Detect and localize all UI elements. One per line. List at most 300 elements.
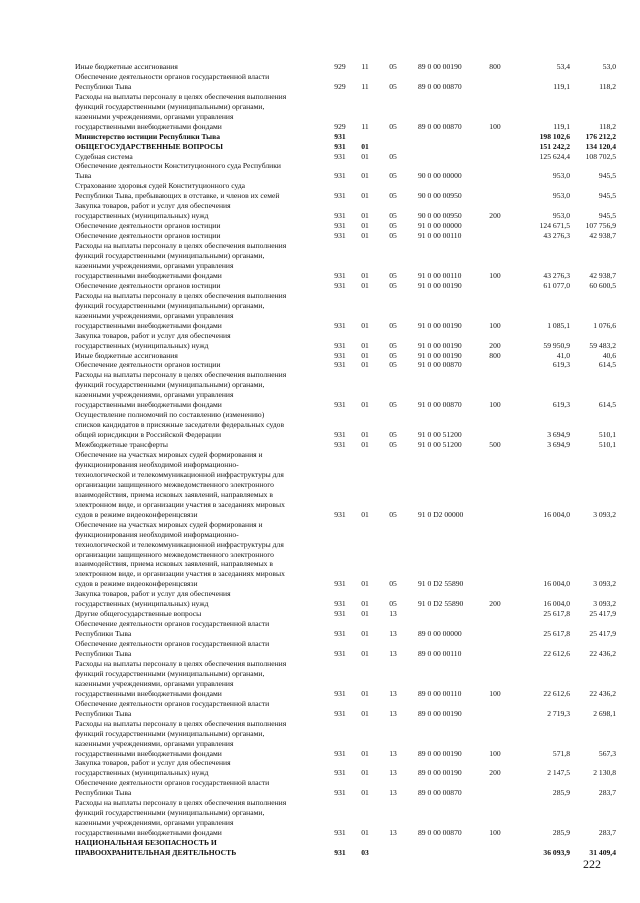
- subsection-code: 05: [389, 430, 397, 439]
- item-name: Обеспечение деятельности органов юстиции: [75, 231, 221, 240]
- item-name: государственных (муниципальных) нужд: [75, 768, 209, 777]
- subsection-code: 13: [389, 768, 397, 777]
- section-code: 01: [361, 152, 369, 161]
- amount-plan: 36 093,9: [543, 848, 570, 857]
- item-name: Закупка товаров, работ и услуг для обеспечения: [75, 331, 231, 340]
- amount-plan: 285,9: [552, 788, 570, 797]
- amount-actual: 3 093,2: [593, 599, 616, 608]
- target-article-code: 91 0 00 51200: [418, 430, 462, 439]
- item-name: Закупка товаров, работ и услуг для обеспечения: [75, 589, 231, 598]
- section-code: 01: [361, 749, 369, 758]
- target-article-code: 89 0 00 00190: [418, 749, 462, 758]
- item-name: государственных (муниципальных) нужд: [75, 341, 209, 350]
- section-code: 01: [361, 768, 369, 777]
- ved-code: 931: [334, 321, 346, 330]
- item-name: функций государственными (муниципальными) органами,: [75, 729, 265, 738]
- item-name: общей юрисдикции в Российской Федерации: [75, 430, 222, 439]
- amount-plan: 124 671,5: [539, 221, 570, 230]
- target-article-code: 89 0 00 00190: [418, 768, 462, 777]
- table-row: [0, 281, 640, 290]
- item-name: Осуществление полномочий по составлению (изменению): [75, 410, 265, 419]
- section-code: 01: [361, 221, 369, 230]
- item-name: Расходы на выплаты персоналу в целях обеспечения выполнения: [75, 719, 287, 728]
- table-row: [0, 599, 640, 608]
- subsection-code: 13: [389, 629, 397, 638]
- ved-code: 931: [334, 191, 346, 200]
- section-code: 03: [361, 848, 369, 857]
- amount-actual: 107 756,9: [585, 221, 616, 230]
- table-row: [0, 649, 640, 658]
- ved-code: 929: [334, 62, 346, 71]
- ved-code: 931: [334, 788, 346, 797]
- table-row: [0, 360, 640, 369]
- amount-plan: 571,8: [552, 749, 570, 758]
- subsection-code: 05: [389, 440, 397, 449]
- target-article-code: 91 0 00 00190: [418, 351, 462, 360]
- item-name: взаимодействия, приема исковых заявлений, направляемых в: [75, 490, 273, 499]
- table-row: [0, 331, 640, 340]
- amount-plan: 41,0: [556, 351, 570, 360]
- table-row: [0, 201, 640, 210]
- table-row: [0, 699, 640, 708]
- target-article-code: 89 0 00 00000: [418, 629, 462, 638]
- table-row: [0, 828, 640, 837]
- expense-type-code: 100: [489, 689, 501, 698]
- amount-plan: 22 612,6: [543, 649, 570, 658]
- table-row: [0, 211, 640, 220]
- amount-plan: 3 694,9: [547, 440, 570, 449]
- subsection-code: 05: [389, 211, 397, 220]
- subsection-code: 13: [389, 709, 397, 718]
- ved-code: 931: [334, 360, 346, 369]
- subsection-code: 05: [389, 231, 397, 240]
- item-name: казенными учреждениями, органами управления: [75, 818, 234, 827]
- amount-plan: 53,4: [556, 62, 570, 71]
- table-row: [0, 579, 640, 588]
- table-row: [0, 470, 640, 479]
- table-row: [0, 490, 640, 499]
- item-name: Республики Тыва: [75, 788, 132, 797]
- section-code: 01: [361, 788, 369, 797]
- amount-actual: 614,5: [598, 360, 616, 369]
- item-name: Республики Тыва: [75, 649, 132, 658]
- subsection-code: 05: [389, 82, 397, 91]
- table-row: [0, 778, 640, 787]
- subsection-code: 05: [389, 191, 397, 200]
- item-name: государственными внебюджетными фондами: [75, 828, 222, 837]
- item-name: Обеспечение деятельности органов государственной власти: [75, 619, 270, 628]
- table-row: [0, 709, 640, 718]
- expense-type-code: 100: [489, 321, 501, 330]
- item-name: судов в режиме видеоконференцсвязи: [75, 510, 198, 519]
- ved-code: 931: [334, 231, 346, 240]
- target-article-code: 91 0 D2 55890: [418, 599, 464, 608]
- item-name: государственными внебюджетными фондами: [75, 122, 222, 131]
- table-row: [0, 669, 640, 678]
- item-name: государственных (муниципальных) нужд: [75, 599, 209, 608]
- ved-code: 931: [334, 221, 346, 230]
- ved-code: 931: [334, 768, 346, 777]
- item-name: организации защищенного межведомственного электронного: [75, 550, 274, 559]
- section-code: 01: [361, 599, 369, 608]
- amount-actual: 42 938,7: [589, 231, 616, 240]
- subsection-code: 05: [389, 360, 397, 369]
- item-name: Иные бюджетные ассигнования: [75, 62, 178, 71]
- item-name: Обеспечение деятельности органов государственной власти: [75, 699, 270, 708]
- section-code: 01: [361, 430, 369, 439]
- amount-actual: 945,5: [598, 171, 616, 180]
- subsection-code: 13: [389, 749, 397, 758]
- target-article-code: 89 0 00 00870: [418, 788, 462, 797]
- target-article-code: 89 0 00 00870: [418, 82, 462, 91]
- expense-type-code: 200: [489, 211, 501, 220]
- table-row: [0, 609, 640, 618]
- table-row: [0, 132, 640, 141]
- table-row: [0, 231, 640, 240]
- subsection-code: 05: [389, 171, 397, 180]
- section-code: 01: [361, 191, 369, 200]
- item-name: Межбюджетные трансферты: [75, 440, 168, 449]
- table-row: [0, 92, 640, 101]
- subsection-code: 05: [389, 351, 397, 360]
- table-row: [0, 321, 640, 330]
- table-row: [0, 410, 640, 419]
- table-row: [0, 520, 640, 529]
- table-row: [0, 380, 640, 389]
- table-row: [0, 430, 640, 439]
- table-row: [0, 758, 640, 767]
- amount-actual: 118,2: [599, 122, 616, 131]
- target-article-code: 91 0 00 00870: [418, 360, 462, 369]
- amount-actual: 945,5: [598, 211, 616, 220]
- amount-actual: 134 120,4: [585, 142, 616, 151]
- section-code: 01: [361, 629, 369, 638]
- item-name: Судебная система: [75, 152, 133, 161]
- target-article-code: 89 0 00 00870: [418, 828, 462, 837]
- amount-plan: 198 102,6: [539, 132, 570, 141]
- item-name: Иные бюджетные ассигнования: [75, 351, 178, 360]
- table-row: [0, 450, 640, 459]
- table-row: [0, 818, 640, 827]
- table-row: [0, 569, 640, 578]
- subsection-code: 05: [389, 281, 397, 290]
- amount-plan: 22 612,6: [543, 689, 570, 698]
- item-name: Обеспечение деятельности органов юстиции: [75, 360, 221, 369]
- table-row: [0, 788, 640, 797]
- ved-code: 931: [334, 400, 346, 409]
- amount-actual: 3 093,2: [593, 579, 616, 588]
- amount-plan: 2 719,3: [547, 709, 570, 718]
- item-name: функционирования необходимой информационно-: [75, 460, 239, 469]
- ved-code: 931: [334, 271, 346, 280]
- table-row: [0, 798, 640, 807]
- ved-code: 931: [334, 609, 346, 618]
- item-name: государственными внебюджетными фондами: [75, 749, 222, 758]
- target-article-code: 91 0 00 00190: [418, 281, 462, 290]
- subsection-code: 05: [389, 579, 397, 588]
- table-row: [0, 191, 640, 200]
- item-name: функций государственными (муниципальными) органами,: [75, 251, 265, 260]
- ved-code: 931: [334, 440, 346, 449]
- table-row: [0, 540, 640, 549]
- item-name: Тыва: [75, 171, 92, 180]
- amount-plan: 2 147,5: [547, 768, 570, 777]
- table-row: [0, 689, 640, 698]
- table-row: [0, 550, 640, 559]
- section-code: 01: [361, 579, 369, 588]
- section-code: 01: [361, 440, 369, 449]
- expense-type-code: 100: [489, 400, 501, 409]
- amount-actual: 108 702,5: [585, 152, 616, 161]
- amount-plan: 285,9: [552, 828, 570, 837]
- subsection-code: 05: [389, 599, 397, 608]
- ved-code: 931: [334, 828, 346, 837]
- item-name: Закупка товаров, работ и услуг для обеспечения: [75, 758, 231, 767]
- table-row: [0, 271, 640, 280]
- amount-actual: 60 600,5: [589, 281, 616, 290]
- subsection-code: 05: [389, 400, 397, 409]
- item-name: функционирования необходимой информационно-: [75, 530, 239, 539]
- item-name: Министерство юстиции Республики Тыва: [75, 132, 220, 141]
- table-row: [0, 400, 640, 409]
- amount-plan: 619,3: [552, 360, 570, 369]
- item-name: функций государственными (муниципальными) органами,: [75, 380, 265, 389]
- target-article-code: 91 0 D2 55890: [418, 579, 464, 588]
- amount-plan: 16 004,0: [543, 579, 570, 588]
- ved-code: 931: [334, 579, 346, 588]
- subsection-code: 05: [389, 341, 397, 350]
- ved-code: 931: [334, 430, 346, 439]
- target-article-code: 89 0 00 00870: [418, 122, 462, 131]
- table-row: [0, 390, 640, 399]
- item-name: государственных (муниципальных) нужд: [75, 211, 209, 220]
- table-row: [0, 82, 640, 91]
- ved-code: 931: [334, 132, 346, 141]
- table-row: [0, 311, 640, 320]
- section-code: 01: [361, 649, 369, 658]
- item-name: Обеспечение на участках мировых судей формирования и: [75, 450, 263, 459]
- item-name: Расходы на выплаты персоналу в целях обеспечения выполнения: [75, 659, 287, 668]
- ved-code: 931: [334, 599, 346, 608]
- expense-type-code: 800: [489, 351, 501, 360]
- item-name: Обеспечение деятельности органов государственной власти: [75, 778, 270, 787]
- table-row: [0, 739, 640, 748]
- amount-actual: 1 076,6: [593, 321, 616, 330]
- subsection-code: 05: [389, 221, 397, 230]
- item-name: Обеспечение на участках мировых судей формирования и: [75, 520, 263, 529]
- ved-code: 929: [334, 122, 346, 131]
- table-row: [0, 629, 640, 638]
- amount-actual: 945,5: [598, 191, 616, 200]
- table-row: [0, 62, 640, 71]
- ved-code: 931: [334, 281, 346, 290]
- ved-code: 931: [334, 629, 346, 638]
- table-row: [0, 291, 640, 300]
- item-name: технологической и телекоммуникационной инфраструктуры для: [75, 470, 284, 479]
- ved-code: 929: [334, 82, 346, 91]
- amount-plan: 25 617,8: [543, 629, 570, 638]
- amount-plan: 61 077,0: [543, 281, 570, 290]
- ved-code: 931: [334, 171, 346, 180]
- table-row: [0, 679, 640, 688]
- amount-plan: 16 004,0: [543, 510, 570, 519]
- table-row: [0, 370, 640, 379]
- amount-actual: 3 093,2: [593, 510, 616, 519]
- table-row: [0, 181, 640, 190]
- table-row: [0, 500, 640, 509]
- table-row: [0, 102, 640, 111]
- item-name: функций государственными (муниципальными) органами,: [75, 808, 265, 817]
- table-row: [0, 261, 640, 270]
- table-row: [0, 589, 640, 598]
- amount-actual: 176 212,2: [585, 132, 616, 141]
- amount-actual: 510,1: [598, 440, 616, 449]
- amount-plan: 43 276,3: [543, 271, 570, 280]
- ved-code: 931: [334, 749, 346, 758]
- item-name: Республики Тыва: [75, 709, 132, 718]
- amount-actual: 53,0: [602, 62, 616, 71]
- subsection-code: 05: [389, 321, 397, 330]
- item-name: функций государственными (муниципальными) органами,: [75, 669, 265, 678]
- section-code: 11: [361, 82, 369, 91]
- amount-actual: 283,7: [598, 828, 616, 837]
- subsection-code: 05: [389, 122, 397, 131]
- section-code: 01: [361, 142, 369, 151]
- item-name: казенными учреждениями, органами управления: [75, 679, 234, 688]
- item-name: Республики Тыва, пребывающих в отставке, и членов их семей: [75, 191, 280, 200]
- amount-actual: 283,7: [598, 788, 616, 797]
- ved-code: 931: [334, 689, 346, 698]
- amount-actual: 31 409,4: [589, 848, 616, 857]
- ved-code: 931: [334, 152, 346, 161]
- amount-plan: 151 242,2: [539, 142, 570, 151]
- table-row: [0, 749, 640, 758]
- amount-plan: 953,0: [552, 191, 570, 200]
- table-row: [0, 440, 640, 449]
- item-name: государственными внебюджетными фондами: [75, 271, 222, 280]
- section-code: 11: [361, 62, 369, 71]
- target-article-code: 90 0 00 00950: [418, 191, 462, 200]
- table-row: [0, 460, 640, 469]
- subsection-code: 13: [389, 788, 397, 797]
- ved-code: 931: [334, 341, 346, 350]
- section-code: 01: [361, 709, 369, 718]
- table-row: [0, 152, 640, 161]
- item-name: судов в режиме видеоконференцсвязи: [75, 579, 198, 588]
- item-name: ОБЩЕГОСУДАРСТВЕННЫЕ ВОПРОСЫ: [75, 142, 223, 151]
- item-name: Закупка товаров, работ и услуг для обеспечения: [75, 201, 231, 210]
- item-name: функций государственными (муниципальными) органами,: [75, 301, 265, 310]
- page-number: 222: [583, 857, 601, 871]
- table-row: [0, 251, 640, 260]
- subsection-code: 13: [389, 689, 397, 698]
- table-row: [0, 510, 640, 519]
- expense-type-code: 200: [489, 599, 501, 608]
- table-row: [0, 351, 640, 360]
- table-row: [0, 171, 640, 180]
- amount-plan: 119,1: [553, 82, 570, 91]
- item-name: государственными внебюджетными фондами: [75, 321, 222, 330]
- table-row: [0, 122, 640, 131]
- expense-type-code: 100: [489, 749, 501, 758]
- ved-code: 931: [334, 142, 346, 151]
- item-name: Обеспечение деятельности органов юстиции: [75, 281, 221, 290]
- amount-plan: 125 624,4: [539, 152, 570, 161]
- item-name: казенными учреждениями, органами управления: [75, 390, 234, 399]
- amount-actual: 510,1: [598, 430, 616, 439]
- ved-code: 931: [334, 649, 346, 658]
- target-article-code: 89 0 00 00190: [418, 62, 462, 71]
- amount-plan: 953,0: [552, 171, 570, 180]
- target-article-code: 89 0 00 00110: [418, 689, 462, 698]
- subsection-code: 13: [389, 828, 397, 837]
- amount-plan: 619,3: [552, 400, 570, 409]
- amount-plan: 16 004,0: [543, 599, 570, 608]
- section-code: 01: [361, 171, 369, 180]
- table-row: [0, 808, 640, 817]
- ved-code: 931: [334, 351, 346, 360]
- amount-plan: 119,1: [553, 122, 570, 131]
- section-code: 01: [361, 281, 369, 290]
- item-name: Расходы на выплаты персоналу в целях обеспечения выполнения: [75, 241, 287, 250]
- item-name: казенными учреждениями, органами управления: [75, 311, 234, 320]
- item-name: Расходы на выплаты персоналу в целях обеспечения выполнения: [75, 92, 287, 101]
- target-article-code: 90 0 00 00000: [418, 171, 462, 180]
- amount-actual: 42 938,7: [589, 271, 616, 280]
- amount-actual: 25 417,9: [589, 629, 616, 638]
- ved-code: 931: [334, 709, 346, 718]
- table-row: [0, 420, 640, 429]
- item-name: Обеспечение деятельности органов государственной власти: [75, 639, 270, 648]
- subsection-code: 05: [389, 510, 397, 519]
- item-name: Страхование здоровья судей Конституционного суда: [75, 181, 246, 190]
- subsection-code: 13: [389, 649, 397, 658]
- target-article-code: 90 0 00 00950: [418, 211, 462, 220]
- ved-code: 931: [334, 848, 346, 857]
- amount-actual: 59 483,2: [589, 341, 616, 350]
- expense-type-code: 100: [489, 271, 501, 280]
- table-row: [0, 301, 640, 310]
- target-article-code: 89 0 00 00110: [418, 649, 462, 658]
- amount-actual: 2 698,1: [593, 709, 616, 718]
- section-code: 01: [361, 828, 369, 837]
- amount-actual: 40,6: [602, 351, 616, 360]
- section-code: 01: [361, 341, 369, 350]
- item-name: НАЦИОНАЛЬНАЯ БЕЗОПАСНОСТЬ И: [75, 838, 217, 847]
- item-name: электронном виде, и организации участия в заседаниях мировых: [75, 569, 285, 578]
- expense-type-code: 100: [489, 828, 501, 837]
- table-row: [0, 72, 640, 81]
- table-row: [0, 341, 640, 350]
- amount-plan: 25 617,8: [543, 609, 570, 618]
- amount-actual: 2 130,8: [593, 768, 616, 777]
- item-name: Обеспечение деятельности органов государственной власти: [75, 72, 270, 81]
- target-article-code: 91 0 00 00870: [418, 400, 462, 409]
- item-name: электронном виде, и организации участия в заседаниях мировых: [75, 500, 285, 509]
- section-code: 01: [361, 689, 369, 698]
- table-row: [0, 838, 640, 847]
- ved-code: 931: [334, 211, 346, 220]
- expense-type-code: 800: [489, 62, 501, 71]
- amount-plan: 3 694,9: [547, 430, 570, 439]
- table-row: [0, 559, 640, 568]
- target-article-code: 91 0 00 00110: [418, 231, 462, 240]
- amount-actual: 567,3: [598, 749, 616, 758]
- section-code: 01: [361, 321, 369, 330]
- target-article-code: 89 0 00 00190: [418, 709, 462, 718]
- table-row: [0, 719, 640, 728]
- subsection-code: 05: [389, 152, 397, 161]
